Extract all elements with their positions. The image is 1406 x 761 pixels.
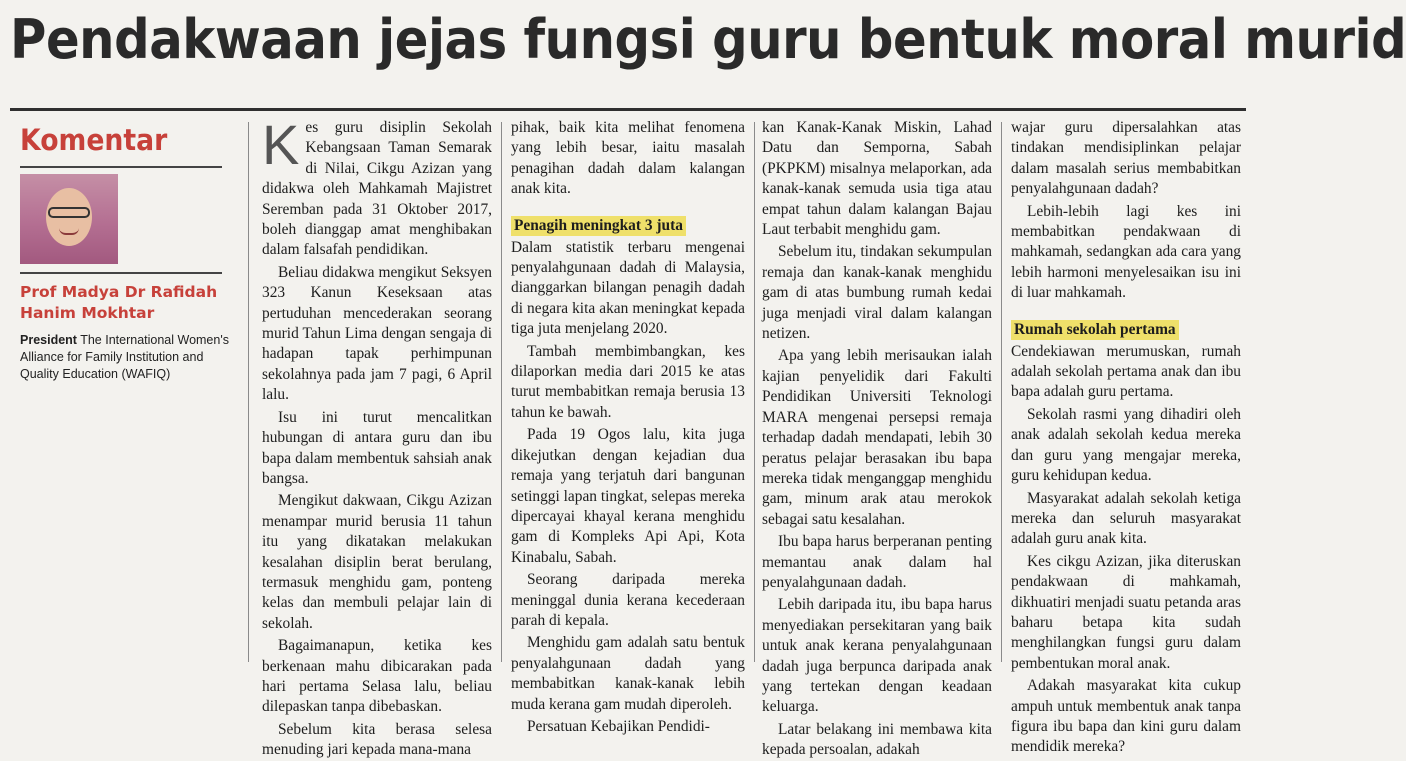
photo-rule (20, 272, 222, 274)
paragraph: Persatuan Kebajikan Pendidi- (527, 717, 710, 735)
paragraph: Apa yang lebih merisaukan ialah kajian penyelidik dari Fakulti Pendidikan Universiti Teknologi MARA mengenai persepsi remaja terhadap dadah mendapati, lebih 30 peratus pelajar berasakan ibu bapa mereka tidak menganggap menghidu gam, minum arak atau merokok sebagai satu kesalahan. (762, 347, 992, 528)
paragraph: Tambah membimbangkan, kes dilaporkan media dari 2015 ke atas turut membabitkan remaja berusia 13 tahun ke bawah. (511, 342, 745, 421)
paragraph: Pada 19 Ogos lalu, kita juga dikejutkan dengan kejadian dua remaja yang terjatuh dari bangunan setinggi lapan tingkat, selepas mereka dipercayai khayal kerana menghidu gam di Kompleks Api Api, Kota Kinabalu, Sabah. (511, 426, 745, 566)
article-column-3 (762, 118, 992, 759)
paragraph: Isu ini turut mencalitkan hubungan di antara guru dan ibu bapa dalam membentuk sahsiah anak bangsa. (262, 408, 492, 487)
paragraph: Sekolah rasmi yang dihadiri oleh anak adalah sekolah kedua mereka dan guru yang mengajar mereka, guru kehidupan kedua. (1011, 405, 1241, 485)
paragraph: Cendekiawan merumuskan, rumah adalah sekolah pertama anak dan ibu bapa adalah guru pertama. (1011, 342, 1241, 401)
paragraph: Mengikut dakwaan, Cikgu Azizan menampar murid berusia 11 tahun itu yang dikatakan melakukan kesalahan disiplin berat berulang, termasuk menghidu gam, ponteng kelas dan membuli pelajar lain di sekolah. (262, 492, 492, 632)
paragraph: kan Kanak-Kanak Miskin, Lahad Datu dan Semporna, Sabah (PKPKM) misalnya melaporkan, ada kanak-kanak semuda usia tiga atau empat tahun dalam kalangan Bajau Laut terbabit menghidu gam. (762, 119, 992, 239)
paragraph: Kes cikgu Azizan, jika diteruskan pendakwaan di mahkamah, dikhuatiri menjadi suatu petanda aras baharu betapa kita sudah menghilangkan fungsi guru dalam pembentukan moral anak. (1011, 552, 1241, 672)
article-column-1 (262, 113, 492, 759)
paragraph: Beliau didakwa mengikut Seksyen 323 Kanun Keseksaan atas pertuduhan mencederakan seorang murid Tahun Lima dengan sengaja di hadapan tapak perhimpunan sekolahnya pada jam 7 pagi, 6 April lalu. (262, 263, 492, 404)
paragraph: pihak, baik kita melihat fenomena yang lebih besar, iaitu masalah penagihan dadah dalam kalangan anak kita. (511, 119, 745, 198)
paragraph: Ibu bapa harus berperanan penting memantau anak dalam hal penyalahgunaan dadah. (762, 533, 992, 591)
headline-rule (10, 108, 1246, 111)
paragraph: Kes guru disiplin Sekolah Kebangsaan Taman Semarak di Nilai, Cikgu Azizan yang didakwa oleh Mahkamah Majistret Seremban pada 31 Oktober 2017, boleh dianggap amat menghibakan dalam falsafah pendidikan. (262, 113, 492, 259)
section-label: Komentar (20, 123, 168, 157)
author-position (20, 332, 242, 383)
paragraph: Latar belakang ini membawa kita kepada persoalan, adakah (762, 720, 992, 759)
article-column-4 (1011, 118, 1241, 756)
column-rule (1001, 122, 1002, 662)
paragraph: wajar guru dipersalahkan atas tindakan mendisiplinkan pelajar dalam masalah serius membabitkan penyalahgunaan dadah? (1011, 119, 1241, 198)
position-label: President (20, 333, 77, 347)
paragraph: Lebih-lebih lagi kes ini membabitkan pendakwaan di mahkamah, sedangkan ada cara yang lebih harmoni menyelesaikan isu ini di luar mahkamah. (1011, 202, 1241, 302)
paragraph: Menghidu gam adalah satu bentuk penyalahgunaan dadah yang membabitkan kanak-kanak lebih muda kerana gam mudah diperoleh. (511, 634, 745, 713)
author-photo (20, 174, 118, 264)
paragraph: Masyarakat adalah sekolah ketiga mereka dan seluruh masyarakat adalah guru anak kita. (1011, 489, 1241, 548)
paragraph: Adakah masyarakat kita cukup ampuh untuk membentuk anak tanpa figura ibu bapa dan kini guru dalam mendidik mereka? (1011, 677, 1241, 756)
drop-cap: K (262, 113, 300, 176)
section-rule (20, 166, 222, 168)
column-rule (501, 122, 502, 662)
article-column-2 (511, 118, 745, 735)
paragraph: Lebih daripada itu, ibu bapa harus menyediakan persekitaran yang baik untuk anak kerana penyalahgunaan dadah juga berpunca daripada anak yang tertekan dengan keadaan keluarga. (762, 596, 992, 716)
position-text: The International Women's Alliance for Family Institution and Quality Education (WAFIQ) (20, 333, 229, 381)
headline: Pendakwaan jejas fungsi guru bentuk moral murid (10, 8, 1406, 71)
paragraph: Sebelum itu, tindakan sekumpulan remaja dan kanak-kanak menghidu gam di atas bumbung rumah kedai juga menjadi viral dalam kalangan netizen. (762, 243, 992, 343)
column-rule (754, 122, 755, 662)
paragraph: Seorang daripada mereka meninggal dunia kerana kecederaan parah di kepala. (511, 571, 745, 629)
paragraph: Dalam statistik terbaru mengenai penyalahgunaan dadah di Malaysia, dianggarkan bilangan penagih dadah di negara kita akan meningkat kepada tiga juta menjelang 2020. (511, 238, 745, 338)
author-name: Prof Madya Dr Rafidah Hanim Mokhtar (20, 283, 218, 322)
subheading: Penagih meningkat 3 juta (511, 216, 686, 236)
paragraph: Bagaimanapun, ketika kes berkenaan mahu dibicarakan pada hari pertama Selasa lalu, beliau dilepaskan tanpa dibebaskan. (262, 637, 492, 716)
column-rule (248, 122, 249, 662)
author-sidebar (20, 118, 242, 383)
paragraph: Sebelum kita berasa selesa menuding jari kepada mana-mana (262, 720, 492, 759)
subheading: Rumah sekolah pertama (1011, 320, 1179, 340)
